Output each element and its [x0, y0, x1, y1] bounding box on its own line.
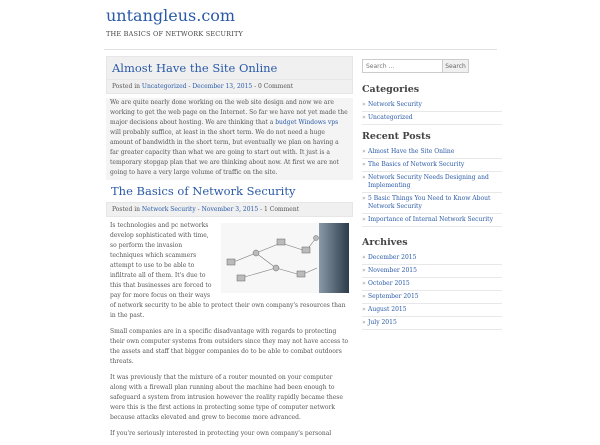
excerpt-text: will probably suffice, at least in the short term. We do not need a huge amount of bandwidth in the short term, but eventually we plan on having a far greater capacity than what we are going to start out with. It just is a temporary stopgap plan that we are thinking about now. At first we are not going to have a very large volume of traffic on the site.	[110, 129, 339, 176]
post-meta	[106, 202, 353, 217]
photo-hand-overlay	[319, 223, 349, 293]
archive-link[interactable]: » September 2015	[362, 291, 502, 304]
categories-title: Categories	[362, 84, 420, 95]
post-title	[106, 56, 353, 79]
archive-link[interactable]: » October 2015	[362, 278, 502, 291]
post-article	[106, 56, 353, 194]
content-paragraph: Is technologies and pc networks develop sophisticated with time, so perform the invasion techniques which scammers attempt to use to be able to infiltrate all of them. It's due to this that businesses are forced to pay for more focus on their ways of network security to be able to protect their own company's resources than in the past.	[110, 222, 346, 319]
content-paragraph: It was previously that the mixture of a router mounted on your computer along with a firewall plan running about the machine had been enough to safeguard a system from intrusion however the reality rapidly became these were this is the first actions in protecting some type of computer network because attacks elevated and grew to become more advanced.	[110, 374, 343, 421]
archives-list	[362, 252, 502, 330]
archive-link[interactable]: » November 2015	[362, 265, 502, 278]
categories-widget	[362, 84, 502, 125]
recent-post-link[interactable]: » The Basics of Network Security	[362, 159, 502, 172]
excerpt-text: We are quite nearly done working on the web site design and now we are working to get the web page on the Internet. So far we have not yet made the major decisions about hosting. We are thinking that a	[110, 99, 348, 126]
header-divider	[104, 49, 497, 50]
recent-post-link[interactable]: » Almost Have the Site Online	[362, 146, 502, 159]
recent-posts-widget	[362, 131, 502, 227]
post-date-link[interactable]: December 13, 2015	[192, 83, 253, 90]
recent-post-link[interactable]: » 5 Basic Things You Need to Know About Network Security	[362, 193, 502, 214]
search-input[interactable]	[362, 59, 444, 73]
recent-post-link[interactable]: » Network Security Needs Designing and Implementing	[362, 172, 502, 193]
meta-prefix: Posted in	[112, 206, 142, 213]
post-category-link[interactable]: Network Security	[141, 206, 196, 213]
site-title-link[interactable]: untangleus.com	[106, 6, 236, 25]
meta-prefix: Posted in	[112, 83, 142, 90]
budget-vps-link[interactable]: budget Windows vps	[275, 119, 339, 126]
post-title-link[interactable]: The Basics of Network Security	[111, 184, 296, 198]
content-paragraph: If you're seriously interested in protecting your own company's personal	[110, 430, 332, 437]
comment-count: - 1 Comment	[258, 206, 300, 213]
post-date-link[interactable]: November 3, 2015	[201, 206, 259, 213]
archives-title: Archives	[362, 237, 408, 248]
archive-link[interactable]: » December 2015	[362, 252, 502, 265]
recent-posts-title: Recent Posts	[362, 131, 431, 142]
meta-sep: -	[195, 206, 202, 213]
archive-link[interactable]: » August 2015	[362, 304, 502, 317]
post-article	[106, 180, 353, 445]
recent-post-link[interactable]: » Importance of Internal Network Security	[362, 214, 502, 227]
post-title-link[interactable]: Almost Have the Site Online	[112, 61, 278, 75]
archives-widget	[362, 237, 502, 330]
archive-link[interactable]: » July 2015	[362, 317, 502, 330]
post-title	[106, 180, 353, 202]
network-diagram-image	[221, 223, 349, 293]
comment-count: - 0 Comment	[252, 83, 294, 90]
category-link[interactable]: » Network Security	[362, 99, 502, 112]
post-content	[106, 221, 353, 439]
meta-sep: -	[186, 83, 193, 90]
post-category-link[interactable]: Uncategorized	[141, 83, 187, 90]
site-header	[0, 0, 600, 50]
search-button[interactable]: Search	[442, 59, 469, 73]
post-meta	[106, 79, 353, 94]
content-paragraph: Small companies are in a specific disadvantage with regards to protecting their own computer systems from outsiders since they may not have access to the assets and staff that bigger companies do to be able to combat outdoors threats.	[110, 328, 349, 365]
site-description: THE BASICS OF NETWORK SECURITY	[106, 30, 244, 38]
search-form	[362, 59, 502, 73]
recent-posts-list	[362, 146, 502, 227]
category-link[interactable]: » Uncategorized	[362, 112, 502, 125]
categories-list	[362, 99, 502, 125]
